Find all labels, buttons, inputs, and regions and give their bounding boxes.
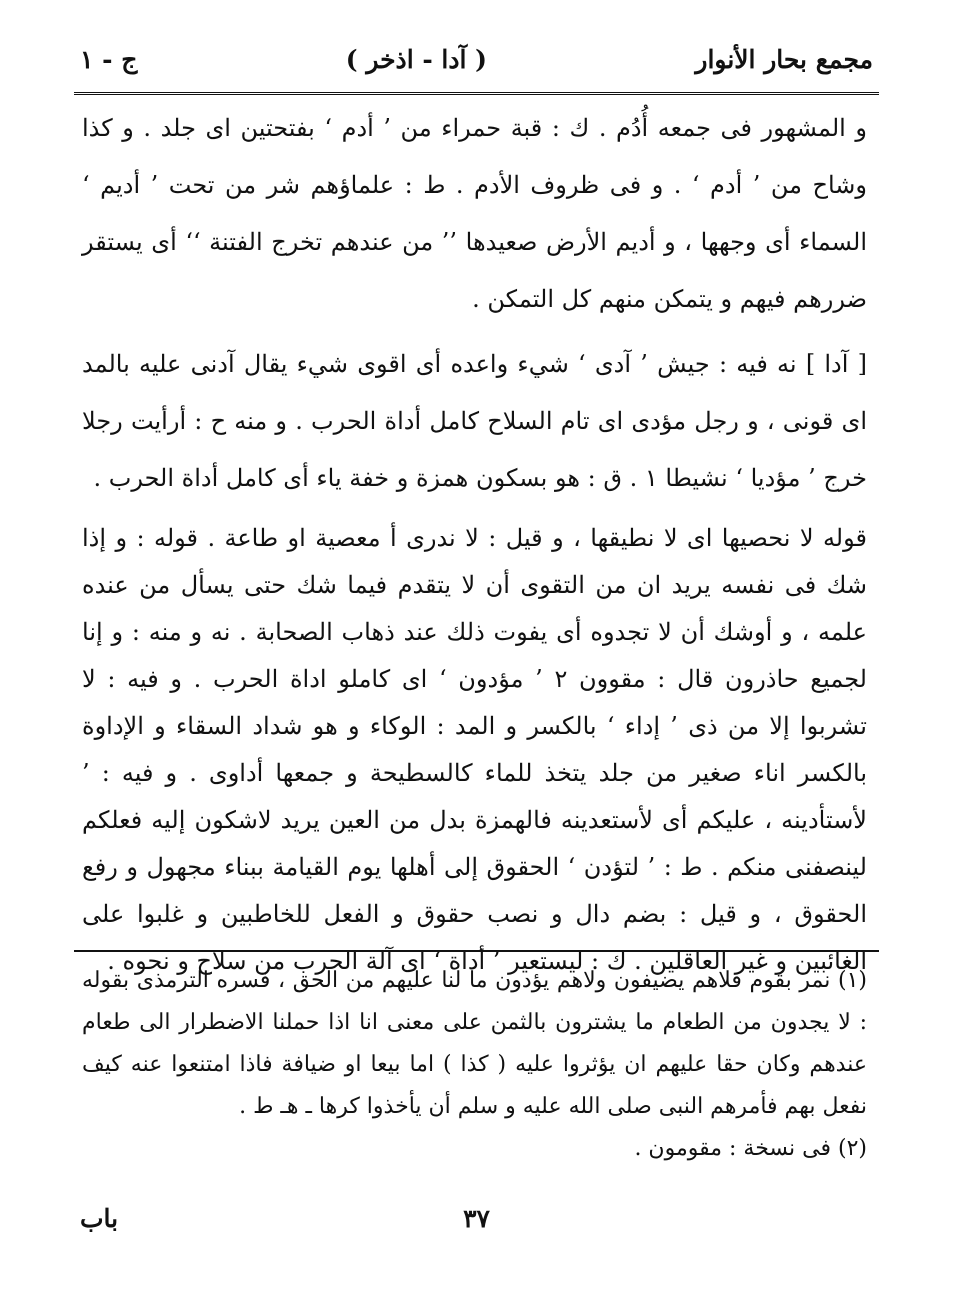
paragraph-ada: [ آدا ] نه فيه : جيش ’ آدى ‘ شيء واعده أى اقوى شيء يقال آدنى عليه بالمد اى قونى ، و رجل مؤدى اى تام السلاح كامل أداة الحرب . و منه ح : أرأيت رجلا خرج ’ مؤديا ‘ نشيطا ١ . ق : هو بسكون همزة و خفة ياء أى كامل أداة الحرب . (82, 350, 867, 492)
header-rule (74, 92, 879, 98)
footnote-2: (٢) فى نسخة : مقومون . (634, 1136, 867, 1161)
paragraph-commentary: قوله لا نحصيها اى لا نطيقها ، و قيل : لا ندرى أ معصية او طاعة . قوله : و إذا شك فى نفسه يريد ان من التقوى أن لا يتقدم فيما شك حتى يسأل من عنده علمه ، و أوشك أن لا تجدوه أى يفوت ذلك عند ذهاب الصحابة . نه و منه : و إنا لجميع حاذرون قال : مقوون ٢ ’ مؤدون ‘ اى كاملو اداة الحرب . و فيه : لا تشربوا إلا من ذى ’ إداء ‘ بالكسر و المد : الوكاء و هو شداد السقاء و الإداوة بالكسر اناء صغير من جلد يتخذ للماء كالسطيحة و جمعها أداوى . و فيه : ’ لأستأدينه ، عليكم أى لأستعدينه فالهمزة بدل من العين يريد لاشكون إليه فعلكم لينصفنى منكم . ط : ’ لتؤدن ‘ الحقوق إلى أهلها يوم القيامة ببناء مجهول و رفع الحقوق ، و قيل : بضم دال و نصب حقوق و الفعل للخاطبين و غلبوا على الغائبين و غير العاقلين . ك : ليستعير ’ أداة ‘ اى آلة الحرب من سلاح و نحوه . (82, 524, 867, 975)
entry-range: ( آدا - اذخر ) (345, 44, 487, 74)
footnotes (82, 960, 867, 1170)
book-title: مجمع بحار الأنوار (695, 44, 873, 74)
volume-label: ج - ١ (80, 44, 138, 74)
page-number: ٣٧ (463, 1203, 490, 1233)
footnote-rule (74, 950, 879, 952)
page-footer (80, 1198, 873, 1238)
catchword: باب (80, 1203, 119, 1233)
footnote-1: (١) نمر بقوم فلاهم يضيفون ولاهم يؤدون ما لنا عليهم من الحق ، فسره الترمذى بقوله : لا يجدون من الطعام ما يشترون بالثمن على معنى انا اذا حملنا الاضطرار الى طعام عندهم وكان حقا عليهم ان يؤثروا عليه ( كذا ) اما بيعا او ضيافة فاذا امتنعوا عنه كيف نفعل بهم فأمرهم النبى صلى الله عليه و سلم أن يأخذوا كرها ـ هـ ط . (82, 968, 867, 1119)
running-header (80, 34, 873, 84)
main-text (82, 100, 867, 993)
paragraph-adam: و المشهور فى جمعه أُدُم . ك : قبة حمراء من ’ أدم ‘ بفتحتين اى جلد . و كذا وشاح من ’ أدم ‘ . و فى ظروف الأدم . ط : علماؤهم شر من تحت ’ أديم ‘ السماء أى وجهها ، و أديم الأرض صعيدها ’’ من عندهم تخرج الفتنة ‘‘ أى يستقر ضررهم فيهم و يتمكن منهم كل التمكن . (82, 114, 867, 313)
